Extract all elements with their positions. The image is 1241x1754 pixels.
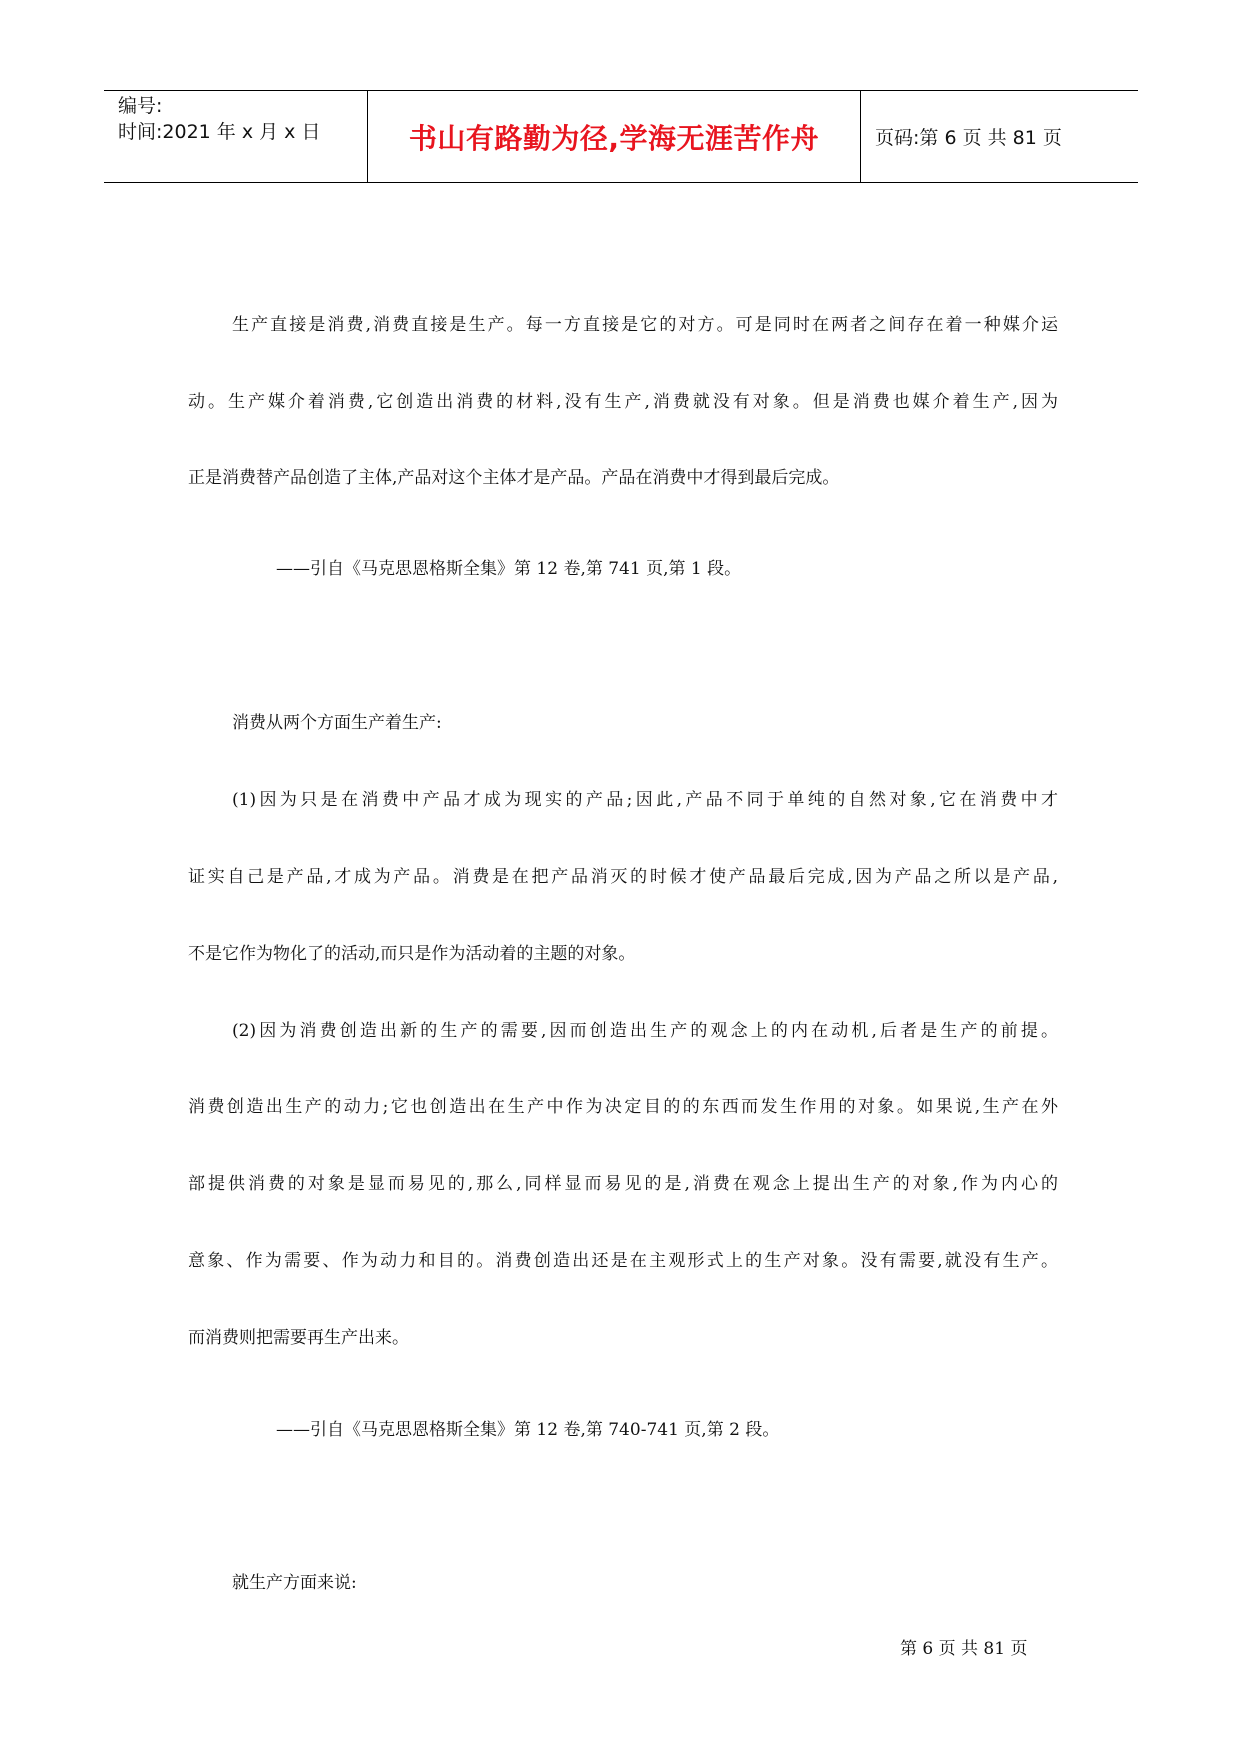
citation: ——引自《马克思恩格斯全集》第 12 卷,第 741 页,第 1 段。 [276,559,742,579]
header-page-code: 页码:第 6 页 共 81 页 [875,127,1062,149]
header-meta [104,91,368,182]
paragraph-line: 消费创造出生产的动力;它也创造出在生产中作为决定目的的东西而发生作用的对象。如果说,生产在外 [188,1097,1058,1117]
paragraph-line: 就生产方面来说: [232,1573,357,1593]
paragraph-line: 意象、作为需要、作为动力和目的。消费创造出还是在主观形式上的生产对象。没有需要,就没有生产。 [188,1251,1058,1271]
page-footer: 第 6 页 共 81 页 [900,1639,1028,1659]
paragraph-line: (1)因为只是在消费中产品才成为现实的产品;因此,产品不同于单纯的自然对象,它在消费中才 [232,790,1058,810]
header-motto: 书山有路勤为径,学海无涯苦作舟 [368,91,861,182]
page-header [104,90,1138,183]
paragraph-line: 而消费则把需要再生产出来。 [188,1328,409,1348]
time-label: 时间:2021 年 x 月 x 日 [118,121,321,143]
paragraph-line: 不是它作为物化了的活动,而只是作为活动着的主题的对象。 [188,944,636,964]
paragraph-line: 证实自己是产品,才成为产品。消费是在把产品消灭的时候才使产品最后完成,因为产品之所以是产品, [188,867,1058,887]
paragraph-line: (2)因为消费创造出新的生产的需要,因而创造出生产的观念上的内在动机,后者是生产的前提。 [232,1021,1058,1041]
paragraph-line: 消费从两个方面生产着生产: [232,713,442,733]
paragraph-line: 部提供消费的对象是显而易见的,那么,同样显而易见的是,消费在观念上提出生产的对象,作为内心的 [188,1174,1058,1194]
paragraph-line: 动。生产媒介着消费,它创造出消费的材料,没有生产,消费就没有对象。但是消费也媒介着生产,因为 [188,392,1058,412]
number-label: 编号: [118,95,163,117]
citation: ——引自《马克思恩格斯全集》第 12 卷,第 740-741 页,第 2 段。 [276,1420,780,1440]
paragraph-line: 正是消费替产品创造了主体,产品对这个主体才是产品。产品在消费中才得到最后完成。 [188,468,840,488]
paragraph-line: 生产直接是消费,消费直接是生产。每一方直接是它的对方。可是同时在两者之间存在着一种媒介运 [232,315,1058,335]
